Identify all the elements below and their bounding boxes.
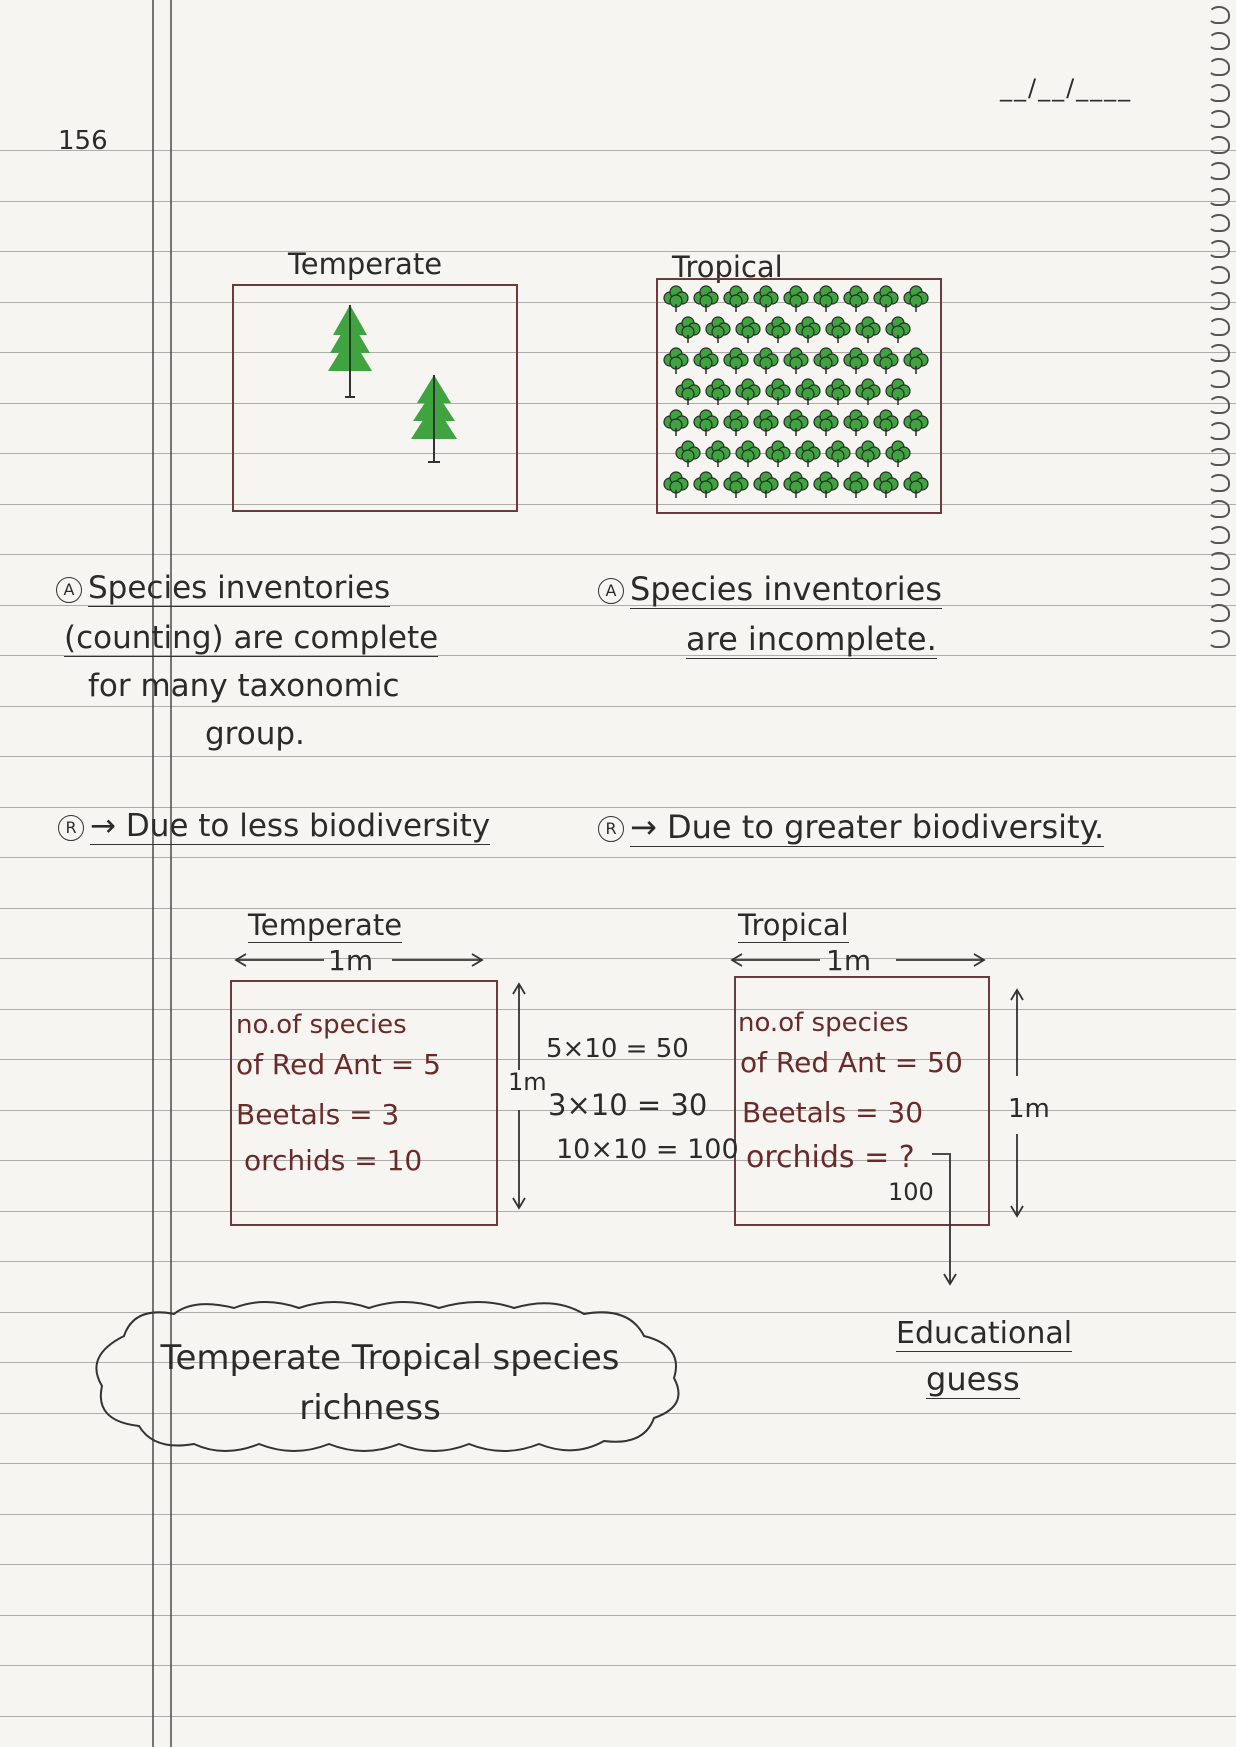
binding-ring <box>1208 32 1230 50</box>
tropical-tree-icon <box>826 379 850 405</box>
binding-ring <box>1208 266 1230 284</box>
temperate-label-bottom: Temperate <box>248 908 403 942</box>
binding-ring <box>1208 136 1230 154</box>
height-label-left: 1m <box>508 1068 547 1096</box>
right-box-line3: Beetals = 30 <box>742 1096 924 1129</box>
reason-marker: R <box>598 816 624 842</box>
rule-line <box>0 706 1236 707</box>
binding-ring <box>1208 500 1230 518</box>
right-assertion-line1 <box>598 570 942 608</box>
binding-ring <box>1208 6 1230 24</box>
tropical-tree-icon <box>754 348 778 374</box>
left-assertion-text1: Species inventories <box>88 570 391 606</box>
margin-line-inner <box>170 0 172 1747</box>
right-reason-text: → Due to greater biodiversity. <box>630 808 1105 846</box>
tropical-tree-icon <box>706 317 730 343</box>
rule-line <box>0 352 1236 353</box>
guess-pointer-arrow <box>930 1148 960 1296</box>
tropical-tree-icon <box>706 441 730 467</box>
right-assertion-text1: Species inventories <box>630 570 942 608</box>
tropical-tree-icon <box>664 410 688 436</box>
rule-line <box>0 554 1236 555</box>
tropical-tree-icon <box>706 379 730 405</box>
cloud-bubble <box>84 1296 694 1460</box>
binding-ring <box>1208 318 1230 336</box>
tropical-tree-icon <box>724 286 748 312</box>
left-box-line2: of Red Ant = 5 <box>236 1048 441 1081</box>
cloud-line2: richness <box>299 1388 441 1428</box>
tropical-tree-icon <box>844 410 868 436</box>
binding-ring <box>1208 292 1230 310</box>
rule-line <box>0 1564 1236 1565</box>
binding-ring <box>1208 448 1230 466</box>
tropical-tree-icon <box>886 379 910 405</box>
rule-line <box>0 251 1236 252</box>
binding-ring <box>1208 214 1230 232</box>
assertion-marker: A <box>56 577 82 603</box>
left-assertion-line3: for many taxonomic <box>88 668 400 704</box>
tropical-tree-icon <box>694 286 718 312</box>
rule-line <box>0 1514 1236 1515</box>
tropical-tree-icon <box>664 286 688 312</box>
binding-ring <box>1208 604 1230 622</box>
tropical-tree-icon <box>904 472 928 498</box>
rule-line <box>0 1615 1236 1616</box>
rule-line <box>0 504 1236 505</box>
tropical-tree-icon <box>694 472 718 498</box>
rule-line <box>0 908 1236 909</box>
left-box-line1: no.of species <box>236 1010 407 1040</box>
dense-tropical-trees <box>660 282 936 508</box>
rule-line <box>0 1009 1236 1010</box>
tropical-tree-icon <box>796 317 820 343</box>
tropical-tree-icon <box>784 348 808 374</box>
tropical-tree-icon <box>754 410 778 436</box>
right-box-line4: orchids = ? <box>746 1140 915 1175</box>
tropical-tree-icon <box>856 317 880 343</box>
left-reason <box>58 808 490 844</box>
binding-ring <box>1208 84 1230 102</box>
tropical-tree-icon <box>766 441 790 467</box>
left-box-line4: orchids = 10 <box>244 1144 423 1177</box>
spiral-binding <box>1206 0 1236 1747</box>
tropical-tree-icon <box>814 348 838 374</box>
width-label-right: 1m <box>826 944 872 977</box>
tropical-tree-icon <box>724 348 748 374</box>
tropical-tree-icon <box>664 472 688 498</box>
tropical-tree-icon <box>814 472 838 498</box>
pine-tree-icon <box>408 375 460 465</box>
binding-ring <box>1208 552 1230 570</box>
binding-ring <box>1208 630 1230 648</box>
rule-line <box>0 958 1236 959</box>
tropical-tree-icon <box>736 317 760 343</box>
binding-ring <box>1208 110 1230 128</box>
date-field: __/__/____ <box>1000 74 1133 102</box>
height-label-right: 1m <box>1008 1094 1050 1124</box>
tropical-tree-icon <box>826 441 850 467</box>
tropical-tree-icon <box>904 348 928 374</box>
tropical-tree-icon <box>784 286 808 312</box>
tropical-tree-icon <box>826 317 850 343</box>
tropical-tree-icon <box>676 441 700 467</box>
tropical-tree-icon <box>694 410 718 436</box>
right-assertion-line2: are incomplete. <box>686 620 937 658</box>
binding-ring <box>1208 526 1230 544</box>
tropical-tree-icon <box>766 379 790 405</box>
tropical-tree-icon <box>784 410 808 436</box>
tropical-tree-icon <box>694 348 718 374</box>
tropical-tree-icon <box>874 410 898 436</box>
binding-ring <box>1208 58 1230 76</box>
tropical-tree-icon <box>856 441 880 467</box>
tropical-tree-icon <box>844 472 868 498</box>
tropical-tree-icon <box>754 472 778 498</box>
pine-tree-icon <box>325 305 375 400</box>
binding-ring <box>1208 240 1230 258</box>
tropical-tree-icon <box>736 441 760 467</box>
rule-line <box>0 1211 1236 1212</box>
tropical-tree-icon <box>844 348 868 374</box>
tropical-tree-icon <box>676 317 700 343</box>
tropical-tree-icon <box>844 286 868 312</box>
tropical-tree-icon <box>856 379 880 405</box>
left-assertion-line4: group. <box>205 716 305 752</box>
tropical-tree-icon <box>814 410 838 436</box>
temperate-label-top: Temperate <box>288 247 443 281</box>
tropical-tree-icon <box>724 410 748 436</box>
right-box-line1: no.of species <box>738 1008 909 1038</box>
rule-line <box>0 1463 1236 1464</box>
right-box-line2: of Red Ant = 50 <box>740 1046 963 1079</box>
assertion-marker: A <box>598 578 624 604</box>
tropical-tree-icon <box>766 317 790 343</box>
temperate-forest-box <box>232 284 518 512</box>
tropical-tree-icon <box>796 441 820 467</box>
binding-ring <box>1208 162 1230 180</box>
tropical-label-top: Tropical <box>672 250 783 284</box>
right-reason <box>598 808 1104 846</box>
width-label-left: 1m <box>328 944 374 977</box>
height-arrow-left <box>504 980 534 1214</box>
rule-line <box>0 403 1236 404</box>
binding-ring <box>1208 188 1230 206</box>
calc-line2: 3×10 = 30 <box>548 1088 708 1122</box>
calc-line3: 10×10 = 100 <box>556 1134 739 1165</box>
tropical-tree-icon <box>784 472 808 498</box>
binding-ring <box>1208 370 1230 388</box>
tropical-tree-icon <box>874 286 898 312</box>
tropical-label-bottom: Tropical <box>738 908 849 942</box>
left-box-line3: Beetals = 3 <box>236 1098 400 1131</box>
reason-marker: R <box>58 815 84 841</box>
left-assertion-line1 <box>56 570 390 606</box>
left-assertion-line2: (counting) are complete <box>64 620 439 656</box>
tropical-tree-icon <box>676 379 700 405</box>
tropical-tree-icon <box>886 317 910 343</box>
rule-line <box>0 857 1236 858</box>
rule-line <box>0 453 1236 454</box>
left-reason-text: → Due to less biodiversity <box>90 808 491 844</box>
tropical-tree-icon <box>796 379 820 405</box>
tropical-tree-icon <box>754 286 778 312</box>
binding-ring <box>1208 474 1230 492</box>
calc-line1: 5×10 = 50 <box>546 1034 689 1064</box>
rule-line <box>0 302 1236 303</box>
tropical-tree-icon <box>814 286 838 312</box>
rule-line <box>0 1665 1236 1666</box>
tropical-tree-icon <box>664 348 688 374</box>
page-number: 156 <box>58 126 108 156</box>
binding-ring <box>1208 344 1230 362</box>
note-line1: Educational <box>896 1316 1073 1351</box>
tropical-tree-icon <box>874 348 898 374</box>
binding-ring <box>1208 578 1230 596</box>
rule-line <box>0 756 1236 757</box>
tropical-tree-icon <box>904 286 928 312</box>
tropical-tree-icon <box>886 441 910 467</box>
note-line2: guess <box>926 1360 1020 1398</box>
cloud-line1: Temperate Tropical species <box>160 1338 620 1378</box>
tropical-tree-icon <box>724 472 748 498</box>
rule-line <box>0 150 1236 151</box>
binding-ring <box>1208 396 1230 414</box>
tropical-tree-icon <box>736 379 760 405</box>
rule-line <box>0 1716 1236 1717</box>
right-box-line5: 100 <box>888 1178 934 1206</box>
rule-line <box>0 201 1236 202</box>
tropical-tree-icon <box>874 472 898 498</box>
rule-line <box>0 1261 1236 1262</box>
margin-line-outer <box>152 0 154 1747</box>
tropical-tree-icon <box>904 410 928 436</box>
binding-ring <box>1208 422 1230 440</box>
